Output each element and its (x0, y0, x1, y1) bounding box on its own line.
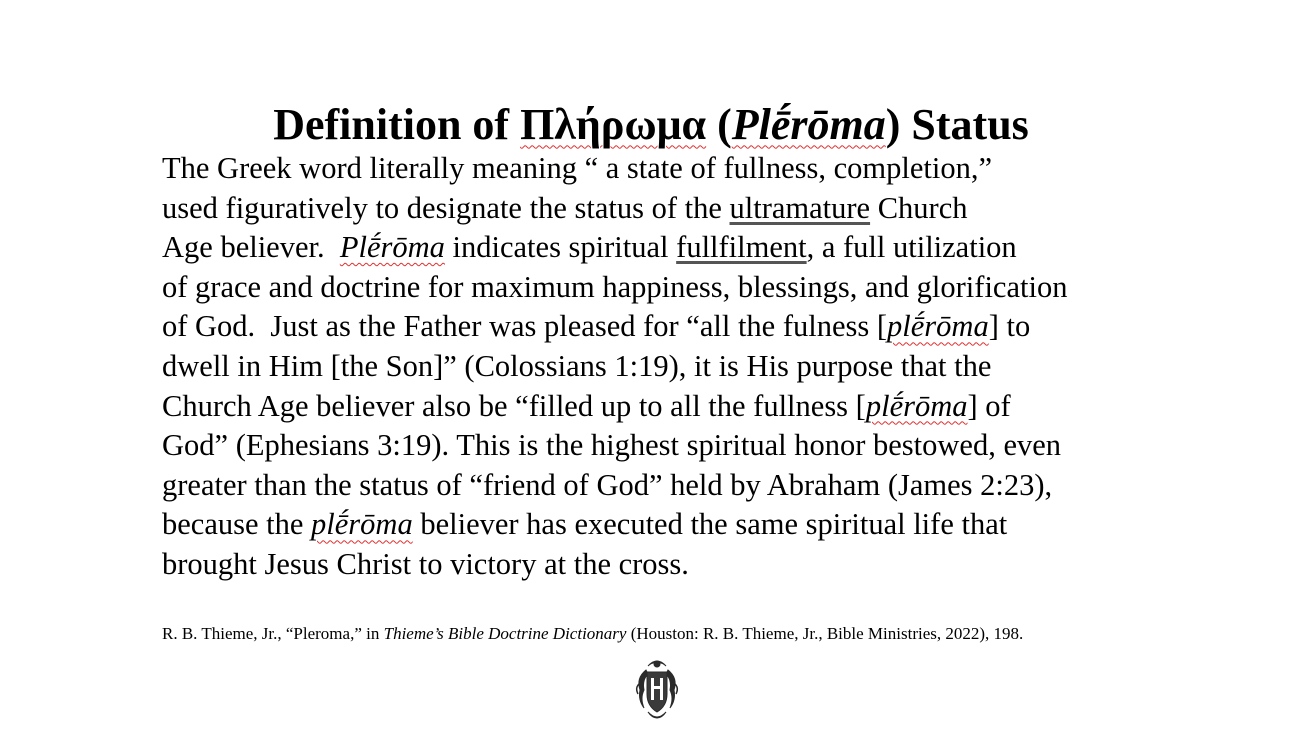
body-text: indicates spiritual (444, 230, 677, 265)
body-line (162, 505, 1162, 545)
citation-book-title: Thieme’s Bible Doctrine Dictionary (383, 624, 627, 643)
ministry-crest-icon (634, 656, 680, 722)
definition-body (162, 149, 1162, 585)
body-line (162, 387, 1162, 427)
body-text: of God. Just as the Father was pleased for “all the fulness [ (162, 309, 888, 344)
body-text: dwell in Him [the Son]” (Colossians 1:19), it is His purpose that the (162, 348, 992, 383)
title-paren-open: ( (706, 100, 732, 150)
title-suffix: ) Status (885, 100, 1029, 150)
pleroma-term: plḗrōma (887, 309, 989, 344)
body-line (162, 347, 1162, 387)
body-text: , a full utilization (806, 230, 1017, 265)
title-greek-word: Πλήρωμα (520, 100, 707, 150)
grammar-flagged-word: fullfilment (676, 230, 807, 265)
pleroma-term: plḗrōma (311, 507, 413, 542)
body-text: ] of (967, 388, 1011, 423)
grammar-flagged-word: ultramature (729, 190, 871, 225)
body-line (162, 426, 1162, 466)
citation-publisher: (Houston: R. B. Thieme, Jr., Bible Ministries, 2022), 198. (626, 624, 1024, 643)
body-line (162, 307, 1162, 347)
body-text: Church Age believer also be “filled up to all the fullness [ (162, 388, 866, 423)
body-line (162, 228, 1162, 268)
body-line (162, 545, 1162, 585)
body-text: used figuratively to designate the status of the (162, 190, 730, 225)
body-line (162, 466, 1162, 506)
citation-author: R. B. Thieme, Jr., “Pleroma,” in (162, 624, 384, 643)
citation (162, 623, 1023, 645)
body-text: ] to (988, 309, 1031, 344)
crest-graphic (634, 656, 680, 722)
title-prefix: Definition of (273, 100, 521, 150)
body-text: believer has executed the same spiritual life that (412, 507, 1008, 542)
body-text: because the (162, 507, 312, 542)
title-transliteration: Plḗrōma (731, 100, 886, 150)
body-line (162, 189, 1162, 229)
pleroma-term: Plḗrōma (339, 230, 445, 265)
body-text: brought Jesus Christ to victory at the cross. (162, 546, 689, 581)
body-text: God” (Ephesians 3:19). This is the highest spiritual honor bestowed, even (162, 428, 1062, 463)
slide-title (0, 99, 1302, 151)
body-text: The Greek word literally meaning “ a state of fullness, completion,” (162, 151, 992, 185)
body-text: Church (870, 190, 968, 225)
pleroma-term: plḗrōma (865, 388, 968, 423)
body-line (162, 268, 1162, 308)
body-line (162, 149, 1162, 189)
body-text: greater than the status of “friend of God” held by Abraham (James 2:23), (162, 467, 1053, 502)
body-text: of grace and doctrine for maximum happiness, blessings, and glorification (162, 269, 1068, 304)
body-text: Age believer. (162, 230, 340, 265)
